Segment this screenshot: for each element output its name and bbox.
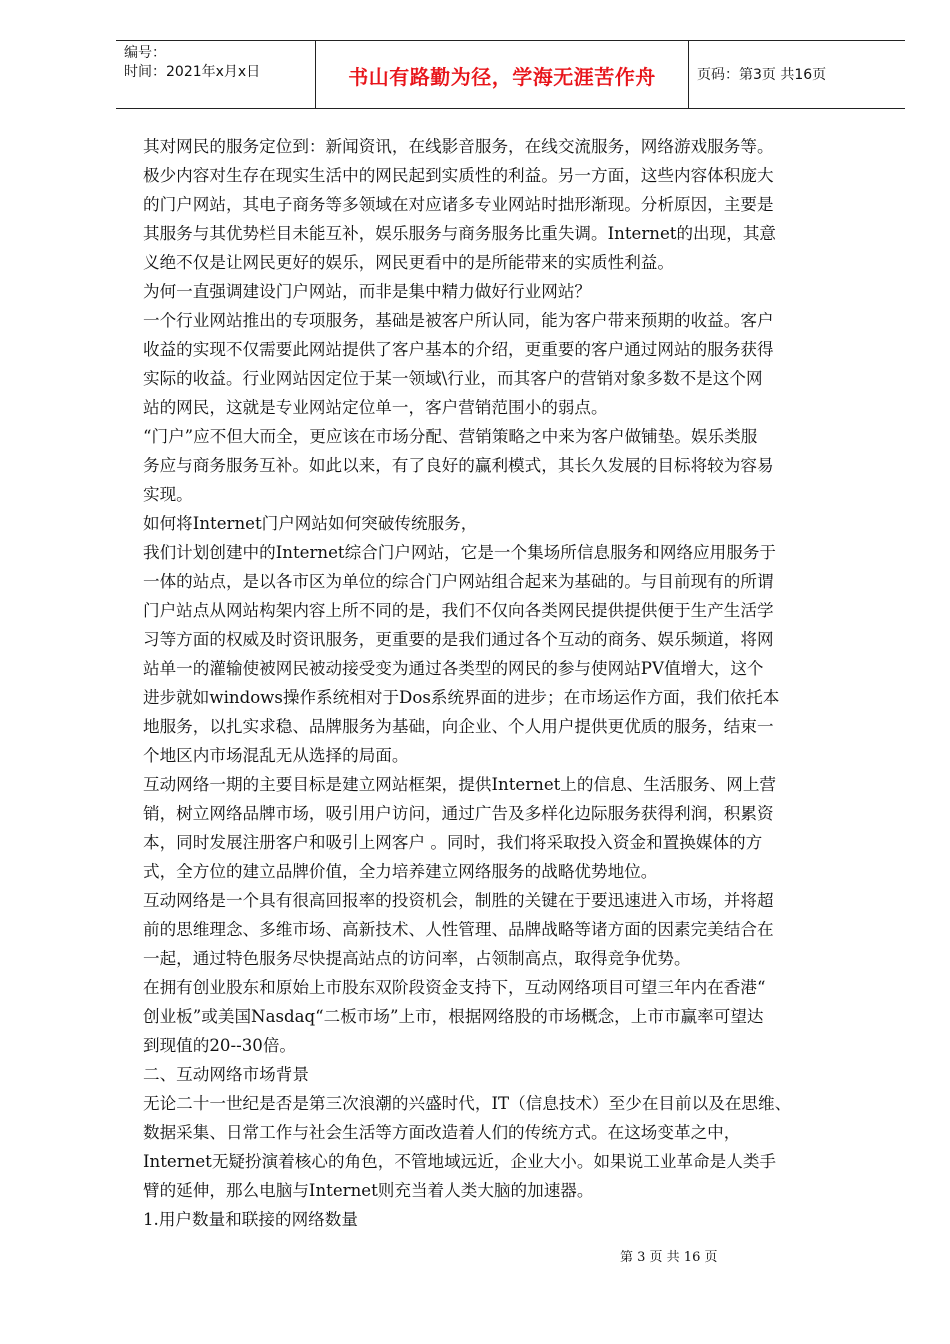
body-text-line: 的门户网站，其电子商务等多领域在对应诸多专业网站时拙形渐现。分析原因，主要是	[143, 195, 774, 214]
body-text-line: 义绝不仅是让网民更好的娱乐，网民更看中的是所能带来的实质性利益。	[143, 253, 674, 272]
page-footer: 第 3 页 共 16 页	[620, 1250, 718, 1265]
body-text-line: 臂的延伸，那么电脑与Internet则充当着人类大脑的加速器。	[143, 1181, 594, 1200]
body-text-line: 如何将Internet门户网站如何突破传统服务，	[143, 514, 478, 533]
body-text-line: 一个行业网站推出的专项服务，基础是被客户所认同，能为客户带来预期的收益。客户	[143, 311, 774, 330]
body-text-line: 进步就如windows操作系统相对于Dos系统界面的进步；在市场运作方面，我们依托本	[143, 688, 780, 707]
body-text-line: 销，树立网络品牌市场，吸引用户访问，通过广告及多样化边际服务获得利润，积累资	[143, 804, 774, 823]
body-text-line: 无论二十一世纪是否是第三次浪潮的兴盛时代，IT（信息技术）至少在目前以及在思维、	[143, 1094, 792, 1113]
header-page-cell	[689, 41, 905, 108]
header-page-info: 页码：第3页 共16页	[697, 67, 827, 83]
body-text-line: 为何一直强调建设门户网站，而非是集中精力做好行业网站？	[143, 282, 592, 301]
body-text-line: 互动网络一期的主要目标是建立网站框架，提供Internet上的信息、生活服务、网上营	[143, 775, 777, 794]
body-text-line: 其对网民的服务定位到：新闻资讯，在线影音服务，在线交流服务，网络游戏服务等。	[143, 137, 774, 156]
body-text-line: 习等方面的权威及时资讯服务，更重要的是我们通过各个互动的商务、娱乐频道，将网	[143, 630, 774, 649]
body-text-line: 站单一的灌输使被网民被动接受变为通过各类型的网民的参与使网站PV值增大，这个	[143, 659, 764, 678]
document-number-label: 编号：	[124, 45, 166, 61]
body-text-line: 在拥有创业股东和原始上市股东双阶段资金支持下，互动网络项目可望三年内在香港“	[143, 978, 766, 997]
body-text-line: 前的思维理念、多维市场、高新技术、人性管理、品牌战略等诸方面的因素完美结合在	[143, 920, 774, 939]
body-text-line: 站的网民，这就是专业网站定位单一，客户营销范围小的弱点。	[143, 398, 608, 417]
body-text-line: 互动网络是一个具有很高回报率的投资机会，制胜的关键在于要迅速进入市场，并将超	[143, 891, 774, 910]
body-text-line: 一体的站点，是以各市区为单位的综合门户网站组合起来为基础的。与目前现有的所谓	[143, 572, 774, 591]
body-text-line: 创业板”或美国Nasdaq“二板市场”上市，根据网络股的市场概念，上市市赢率可望达	[143, 1007, 764, 1026]
body-text-line: 一起，通过特色服务尽快提高站点的访问率，占领制高点，取得竞争优势。	[143, 949, 691, 968]
body-text-line: 极少内容对生存在现实生活中的网民起到实质性的利益。另一方面，这些内容体积庞大	[143, 166, 774, 185]
body-text-line: 式，全方位的建立品牌价值，全力培养建立网络服务的战略优势地位。	[143, 862, 658, 881]
header-meta-cell	[116, 41, 316, 108]
body-text-line: 个地区内市场混乱无从选择的局面。	[143, 746, 409, 765]
document-body	[143, 132, 888, 1234]
header-motto-cell	[316, 41, 689, 108]
body-text-line: 到现值的20--30倍。	[143, 1036, 297, 1055]
page-header	[116, 40, 905, 109]
body-text-line: 实现。	[143, 485, 193, 504]
header-motto: 书山有路勤为径，学海无涯苦作舟	[348, 65, 656, 89]
body-text-line: 1.用户数量和联接的网络数量	[143, 1210, 358, 1229]
body-text-line: 我们计划创建中的Internet综合门户网站，它是一个集场所信息服务和网络应用服务于	[143, 543, 777, 562]
body-text-line: 其服务与其优势栏目未能互补，娱乐服务与商务服务比重失调。Internet的出现，其意	[143, 224, 777, 243]
document-time-label: 时间：2021年x月x日	[124, 64, 261, 80]
body-text-line: 本，同时发展注册客户和吸引上网客户 。同时，我们将采取投入资金和置换媒体的方	[143, 833, 763, 852]
body-text-line: 收益的实现不仅需要此网站提供了客户基本的介绍，更重要的客户通过网站的服务获得	[143, 340, 774, 359]
body-text-line: 务应与商务服务互补。如此以来，有了良好的赢利模式，其长久发展的目标将较为容易	[143, 456, 774, 475]
body-text-line: Internet无疑扮演着核心的角色，不管地域远近，企业大小。如果说工业革命是人类手	[143, 1152, 777, 1171]
body-text-line: 实际的收益。行业网站因定位于某一领域\行业，而其客户的营销对象多数不是这个网	[143, 369, 763, 388]
body-text-line: 门户站点从网站构架内容上所不同的是，我们不仅向各类网民提供提供便于生产生活学	[143, 601, 774, 620]
body-text-line: 数据采集、日常工作与社会生活等方面改造着人们的传统方式。在这场变革之中，	[143, 1123, 741, 1142]
body-text-line: 地服务，以扎实求稳、品牌服务为基础，向企业、个人用户提供更优质的服务，结束一	[143, 717, 774, 736]
body-text-line: 二、互动网络市场背景	[143, 1065, 309, 1084]
body-text-line: “门户”应不但大而全，更应该在市场分配、营销策略之中来为客户做铺垫。娱乐类服	[143, 427, 758, 446]
